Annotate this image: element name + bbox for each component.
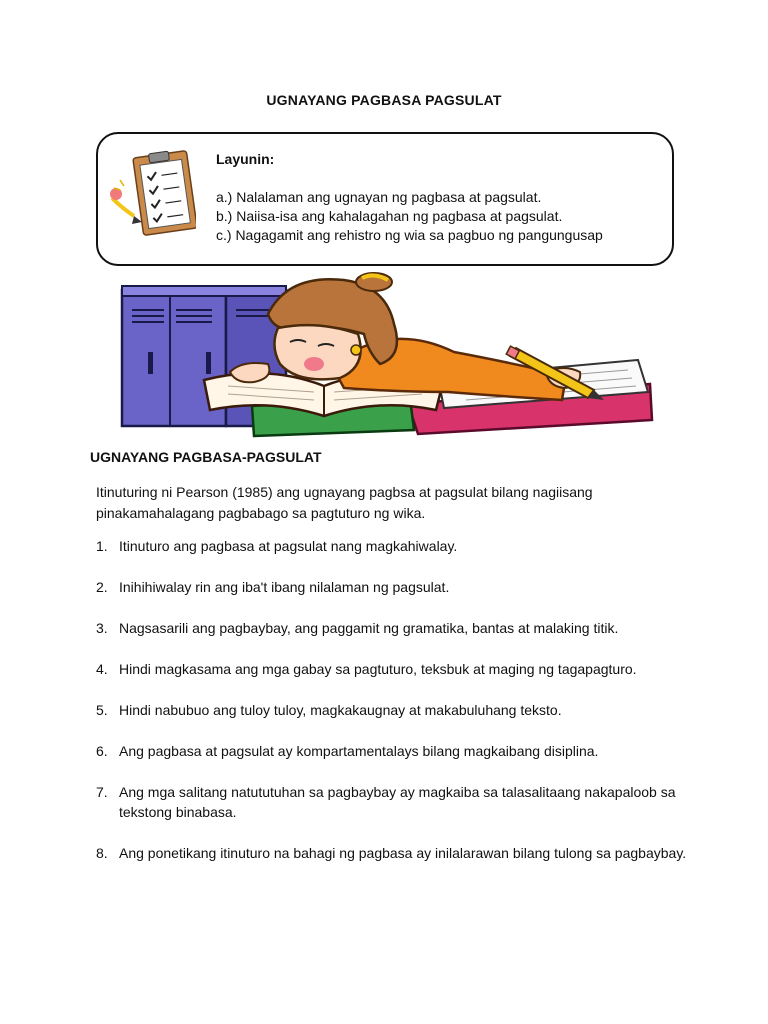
list-text: Hindi magkasama ang mga gabay sa pagtuturo, teksbuk at maging ng tagapagturo. — [119, 661, 637, 677]
list-text: Ang pagbasa at pagsulat ay kompartamentalays bilang magkaibang disiplina. — [119, 743, 599, 759]
section-heading: UGNAYANG PAGBASA-PAGSULAT — [90, 449, 322, 465]
list-text: Inihihiwalay rin ang iba't ibang nilalaman ng pagsulat. — [119, 579, 450, 595]
objectives-box — [96, 132, 674, 266]
list-number: 2. — [96, 579, 108, 595]
list-item — [96, 618, 696, 638]
list-text: Nagsasarili ang pagbaybay, ang paggamit ng gramatika, bantas at malaking titik. — [119, 620, 619, 636]
numbered-list — [96, 536, 696, 884]
objective-item-a: a.) Nalalaman ang ugnayan ng pagbasa at pagsulat. — [216, 189, 542, 205]
list-item — [96, 659, 696, 679]
objective-item-b: b.) Naiisa-isa ang kahalagahan ng pagbasa at pagsulat. — [216, 208, 563, 224]
list-number: 8. — [96, 845, 108, 861]
list-item — [96, 700, 696, 720]
intro-paragraph: Itinuturing ni Pearson (1985) ang ugnayang pagbsa at pagsulat bilang nagiisang pinakamahalagang pagbabago sa pagtuturo ng wika. — [96, 484, 593, 521]
list-number: 5. — [96, 702, 108, 718]
list-item — [96, 741, 696, 761]
list-number: 3. — [96, 620, 108, 636]
list-text: Itinuturo ang pagbasa at pagsulat nang magkahiwalay. — [119, 538, 458, 554]
list-number: 7. — [96, 784, 108, 800]
list-number: 1. — [96, 538, 108, 554]
objectives-heading: Layunin: — [216, 151, 275, 167]
list-number: 4. — [96, 661, 108, 677]
clipboard-checklist-icon — [108, 144, 196, 244]
list-text: Ang ponetikang itinuturo na bahagi ng pagbasa ay inilalarawan bilang tulong sa pagbaybay. — [119, 845, 687, 861]
list-number: 6. — [96, 743, 108, 759]
document-title: UGNAYANG PAGBASA PAGSULAT — [266, 92, 502, 108]
list-text: Ang mga salitang natututuhan sa pagbaybay ay magkaiba sa talasalitaang nakapaloob sa tekstong binabasa. — [119, 784, 676, 820]
list-item — [96, 782, 696, 822]
list-item — [96, 536, 696, 556]
girl-reading-writing-illustration — [118, 268, 658, 438]
list-item — [96, 577, 696, 597]
objective-item-c: c.) Nagagamit ang rehistro ng wia sa pagbuo ng pangungusap — [216, 227, 603, 243]
list-item — [96, 843, 696, 863]
list-text: Hindi nabubuo ang tuloy tuloy, magkakaugnay at makabuluhang teksto. — [119, 702, 562, 718]
